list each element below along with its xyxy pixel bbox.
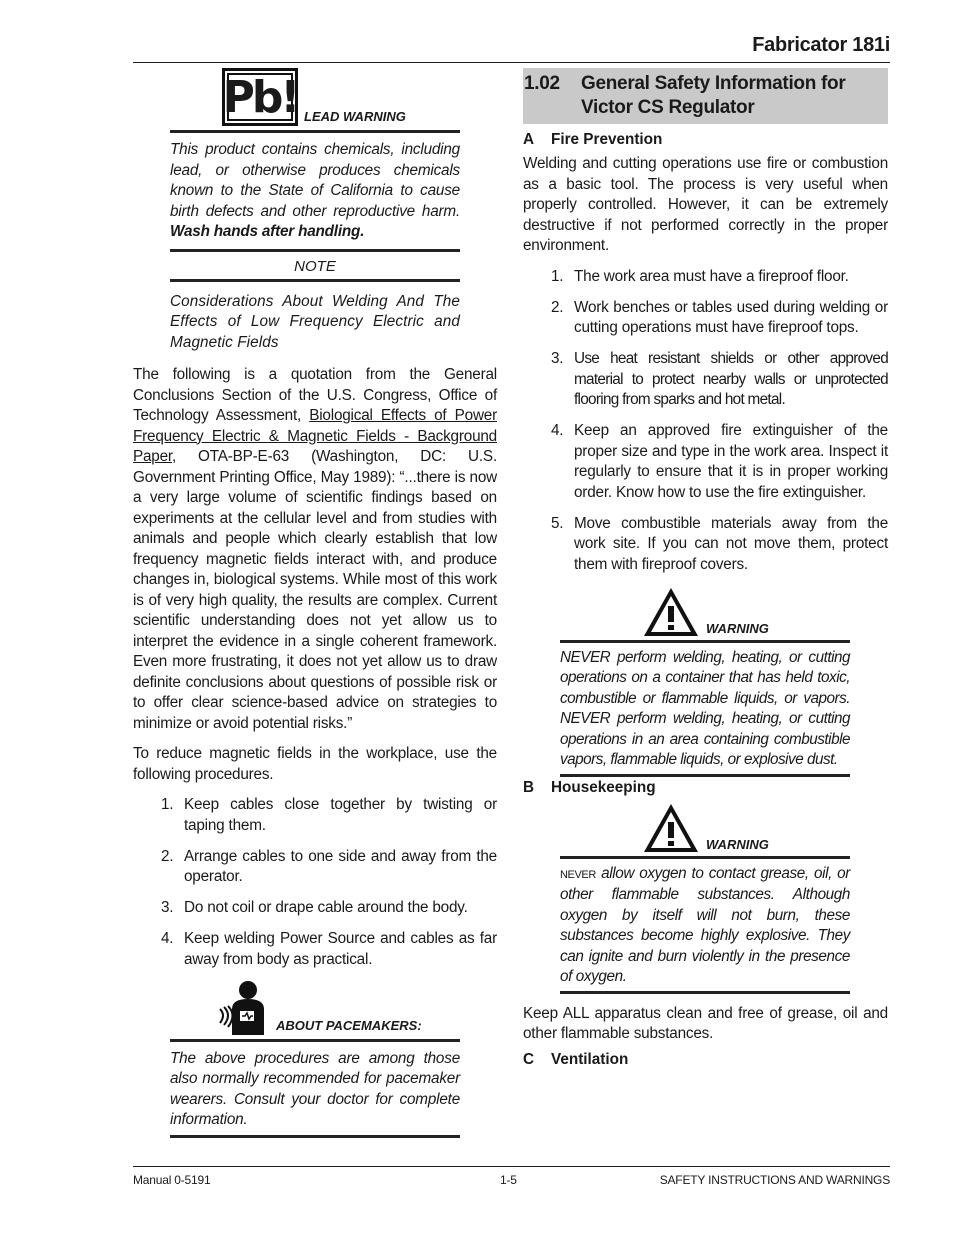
left-column — [133, 62, 497, 1138]
right-column — [523, 62, 888, 1074]
rule — [560, 640, 850, 643]
lead-warning-text — [170, 140, 460, 243]
item-text: Use heat resistant shields or other approved material to protect nearby walls or unprotected flooring from sparks and hot metal. — [574, 350, 888, 408]
item-number: 4. — [161, 930, 174, 947]
item-text: Keep an approved fire extinguisher of the proper size and type in the work area. Inspect it regularly to ensure that it is in proper working order. Know how to use the fire extinguisher. — [574, 422, 888, 501]
reduce-intro: To reduce magnetic fields in the workplace, use the following procedures. — [133, 745, 497, 783]
item-number: 1. — [161, 796, 174, 813]
item-number: 3. — [551, 350, 564, 367]
warning-icon — [642, 586, 700, 638]
warning-icon — [642, 802, 700, 854]
footer-section: SAFETY INSTRUCTIONS AND WARNINGS — [659, 1173, 890, 1187]
subsection-heading — [523, 779, 888, 797]
rule — [170, 279, 460, 282]
rule — [170, 249, 460, 252]
item-text: Keep cables close together by twisting or taping them. — [184, 796, 497, 834]
warning-never: NEVER — [560, 868, 596, 881]
item-number: 2. — [551, 298, 564, 316]
list-item — [551, 267, 888, 288]
rule — [170, 1039, 460, 1042]
document-title: Fabricator 181i — [752, 34, 890, 56]
footer-page-number: 1-5 — [500, 1173, 517, 1187]
note-label: NOTE — [294, 257, 336, 275]
list-item — [161, 929, 497, 970]
rule — [170, 1135, 460, 1138]
item-text: The work area must have a fireproof floor. — [574, 267, 849, 285]
pacemaker-label: ABOUT PACEMAKERS: — [276, 1017, 422, 1033]
item-text: Keep welding Power Source and cables as far away from body as practical. — [184, 930, 497, 968]
lead-warning-box — [170, 68, 460, 353]
rule — [560, 774, 850, 777]
list-item — [161, 898, 497, 919]
item-number: 2. — [161, 847, 174, 865]
housekeeping-text: Keep ALL apparatus clean and free of grease, oil and other flammable substances. — [523, 1004, 888, 1042]
section-heading — [523, 68, 888, 124]
list-item — [551, 298, 888, 339]
section-number: 1.02 — [524, 73, 560, 94]
item-text: Arrange cables to one side and away from the operator. — [184, 847, 497, 885]
lead-warning-emphasis: Wash hands after handling. — [170, 223, 365, 240]
item-text: Do not coil or drape cable around the body. — [184, 899, 468, 916]
list-item — [551, 349, 888, 411]
pacemaker-text: The above procedures are among those also normally recommended for pacemaker wearers. Consult your doctor for complete information. — [170, 1049, 460, 1128]
procedure-list — [133, 795, 497, 970]
quote-text: , OTA-BP-E-63 (Washington, DC: U.S. Government Printing Office, May 1989): “...there is now a very large volume of scientific findings based on experiments at the cellular level and from studies with animals and people which clearly establish that low frequency magnetic fields interact with, and produce changes in, biological systems. While most of this work is of very high quality, the results are complex. Current scientific understanding does not yet allow us to interpret the evidence in a single coherent framework. Even more frustrating, it does not yet allow us to draw definite conclusions about questions of possible risk or to offer clear science-based advice on strategies to minimize or avoid potential risks.” — [133, 448, 497, 732]
warning-body: allow oxygen to contact grease, oil, or other flammable substances. Although oxygen by itself will not burn, these substances become highly explosive. They can ignite and burn violently in the presence of oxygen. — [560, 864, 850, 985]
item-number: 1. — [551, 267, 564, 285]
rule — [560, 991, 850, 994]
list-item — [161, 847, 497, 888]
quote-text: The following is a quotation from the General Conclusions Section of the U.S. Congress, Office of Technology Assessment, — [133, 366, 497, 424]
subsection-letter: B — [523, 778, 535, 796]
section-title: General Safety Information for Victor CS Regulator — [581, 73, 846, 118]
item-number: 4. — [551, 422, 564, 439]
list-item — [551, 421, 888, 503]
subsection-letter: A — [523, 131, 535, 148]
fire-warning-text: NEVER perform welding, heating, or cutting operations on a container that has held toxic, combustible or flammable liquids, or vapors. NEVER perform welding, heating, or cutting operations in an area containing combustible vapors, flammable liquids, or explosive dust. — [560, 648, 850, 768]
rule — [560, 856, 850, 859]
fire-warning-box — [560, 586, 850, 777]
footer-manual: Manual 0-5191 — [133, 1173, 211, 1187]
housekeeping-warning-box — [560, 802, 850, 994]
lead-warning-label: LEAD WARNING — [304, 109, 406, 124]
fire-intro: Welding and cutting operations use fire or combustion as a basic tool. The process is very useful when properly controlled. However, it can be extremely destructive if not performed correctly in the proper environment. — [523, 155, 888, 254]
pacemaker-box — [170, 979, 460, 1138]
quote-source-title: Biological Effects of Power Frequency Electric & Magnetic Fields - Background Paper — [133, 407, 497, 465]
footer-rule — [133, 1166, 890, 1167]
warning-label: WARNING — [706, 836, 769, 852]
item-number: 5. — [551, 514, 564, 532]
subsection-title: Fire Prevention — [551, 131, 663, 148]
subsection-title: Ventilation — [551, 1050, 629, 1068]
warning-label: WARNING — [706, 620, 769, 636]
quotation-paragraph — [133, 365, 497, 734]
subsection-title: Housekeeping — [551, 778, 656, 796]
fire-list — [523, 267, 888, 576]
list-item — [551, 514, 888, 576]
subsection-letter: C — [523, 1050, 535, 1068]
subsection-heading — [523, 131, 888, 149]
note-text: Considerations About Welding And The Effects of Low Frequency Electric and Magnetic Fields — [170, 292, 460, 351]
subsection-heading — [523, 1051, 888, 1069]
lead-warning-icon: Pb! — [222, 68, 298, 126]
lead-warning-body: This product contains chemicals, including lead, or otherwise produces chemicals known to the State of California to cause birth defects and other reproductive harm. — [170, 141, 460, 220]
housekeeping-warning-text — [560, 864, 850, 988]
item-text: Move combustible materials away from the work site. If you can not move them, protect them with fireproof covers. — [574, 514, 888, 573]
item-number: 3. — [161, 899, 174, 916]
list-item — [161, 795, 497, 836]
rule — [170, 130, 460, 133]
pacemaker-icon — [218, 979, 270, 1035]
item-text: Work benches or tables used during welding or cutting operations must have fireproof tops. — [574, 298, 888, 336]
